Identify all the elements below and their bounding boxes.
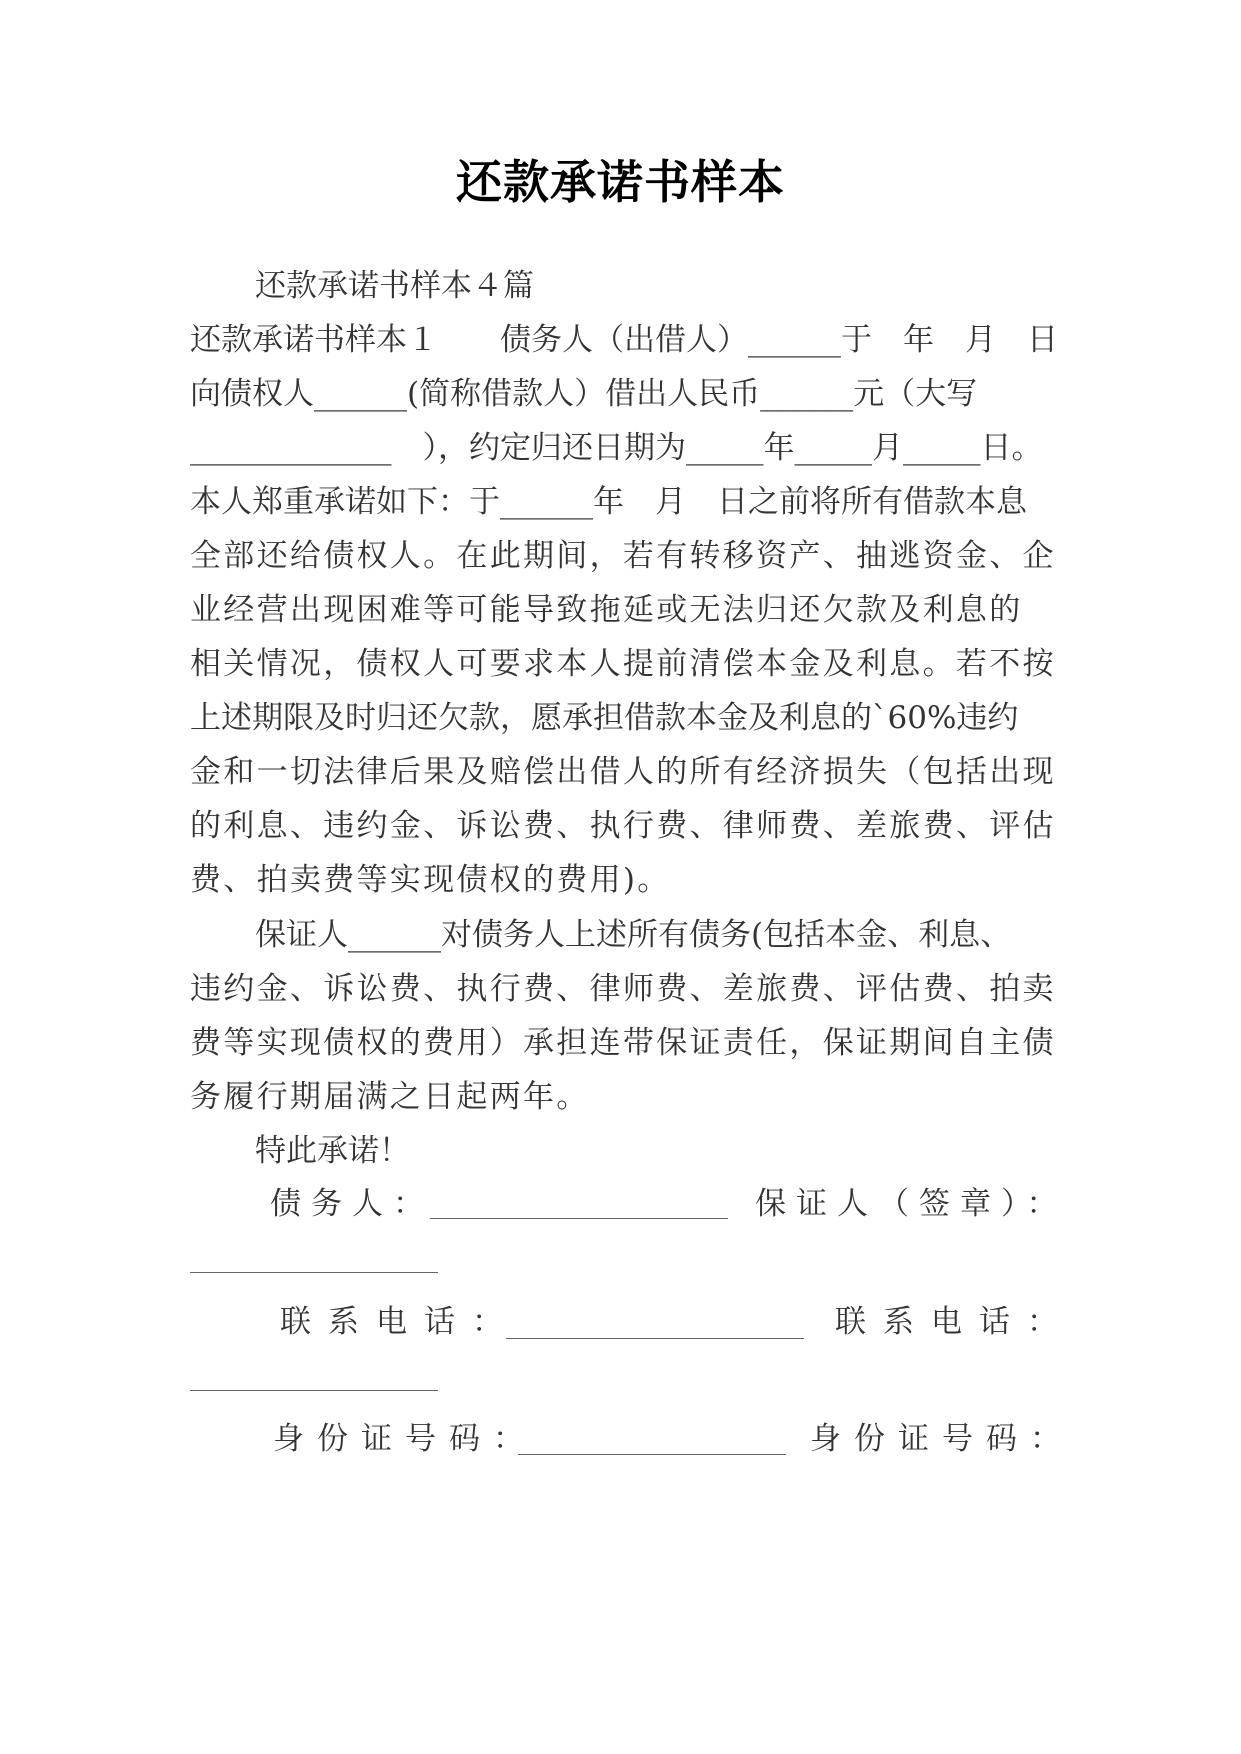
body-line: 全部还给债权人。在此期间，若有转移资产、抽逃资金、企	[190, 538, 1056, 574]
body-line: _____________ ），约定归还日期为_____年_____月_____日。	[190, 430, 1043, 466]
closing-line: 特此承诺！	[255, 1133, 410, 1169]
body-line: 相关情况，债权人可要求本人提前清偿本金及利息。若不按	[190, 646, 1056, 682]
document-title: 还款承诺书样本	[456, 155, 785, 209]
body-line: 上述期限及时归还欠款，愿承担借款本金及利息的`60%违约	[190, 700, 1019, 736]
body-line: 金和一切法律后果及赔偿出借人的所有经济损失（包括出现	[190, 754, 1056, 790]
id-label-debtor: 身份证号码：	[273, 1421, 537, 1457]
debtor-signature-line	[430, 1218, 728, 1219]
id-label-guarantor: 身份证号码：	[810, 1421, 1074, 1457]
guarantor-phone-line	[190, 1390, 438, 1391]
guarantor-label: 保证人（签章）：	[755, 1186, 1068, 1222]
guarantee-line: 务履行期届满之日起两年。	[190, 1079, 590, 1115]
body-line: 费、拍卖费等实现债权的费用)。	[190, 862, 671, 898]
body-line: 的利息、违约金、诉讼费、执行费、律师费、差旅费、评估	[190, 808, 1056, 844]
debtor-phone-line	[506, 1338, 804, 1339]
guarantor-signature-line	[190, 1272, 438, 1273]
guarantee-line: 费等实现债权的费用）承担连带保证责任，保证期间自主债	[190, 1025, 1056, 1061]
subtitle-line: 还款承诺书样本４篇	[255, 268, 534, 304]
body-line: 本人郑重承诺如下：于______年 月 日之前将所有借款本息	[190, 484, 1027, 520]
phone-label-debtor: 联系电话：	[280, 1304, 520, 1340]
body-line: 向债权人______(简称借款人）借出人民币______元（大写	[190, 376, 978, 412]
phone-label-guarantor: 联系电话：	[835, 1304, 1075, 1340]
body-line: 业经营出现困难等可能导致拖延或无法归还欠款及利息的	[190, 592, 1023, 628]
body-line: 还款承诺书样本１ 债务人（出借人）______于 年 月 日	[190, 322, 1058, 358]
debtor-id-line	[518, 1454, 786, 1455]
debtor-label: 债务人：	[270, 1186, 434, 1222]
guarantee-line: 违约金、诉讼费、执行费、律师费、差旅费、评估费、拍卖	[190, 971, 1056, 1007]
guarantee-line: 保证人______对债务人上述所有债务(包括本金、利息、	[255, 917, 1012, 953]
